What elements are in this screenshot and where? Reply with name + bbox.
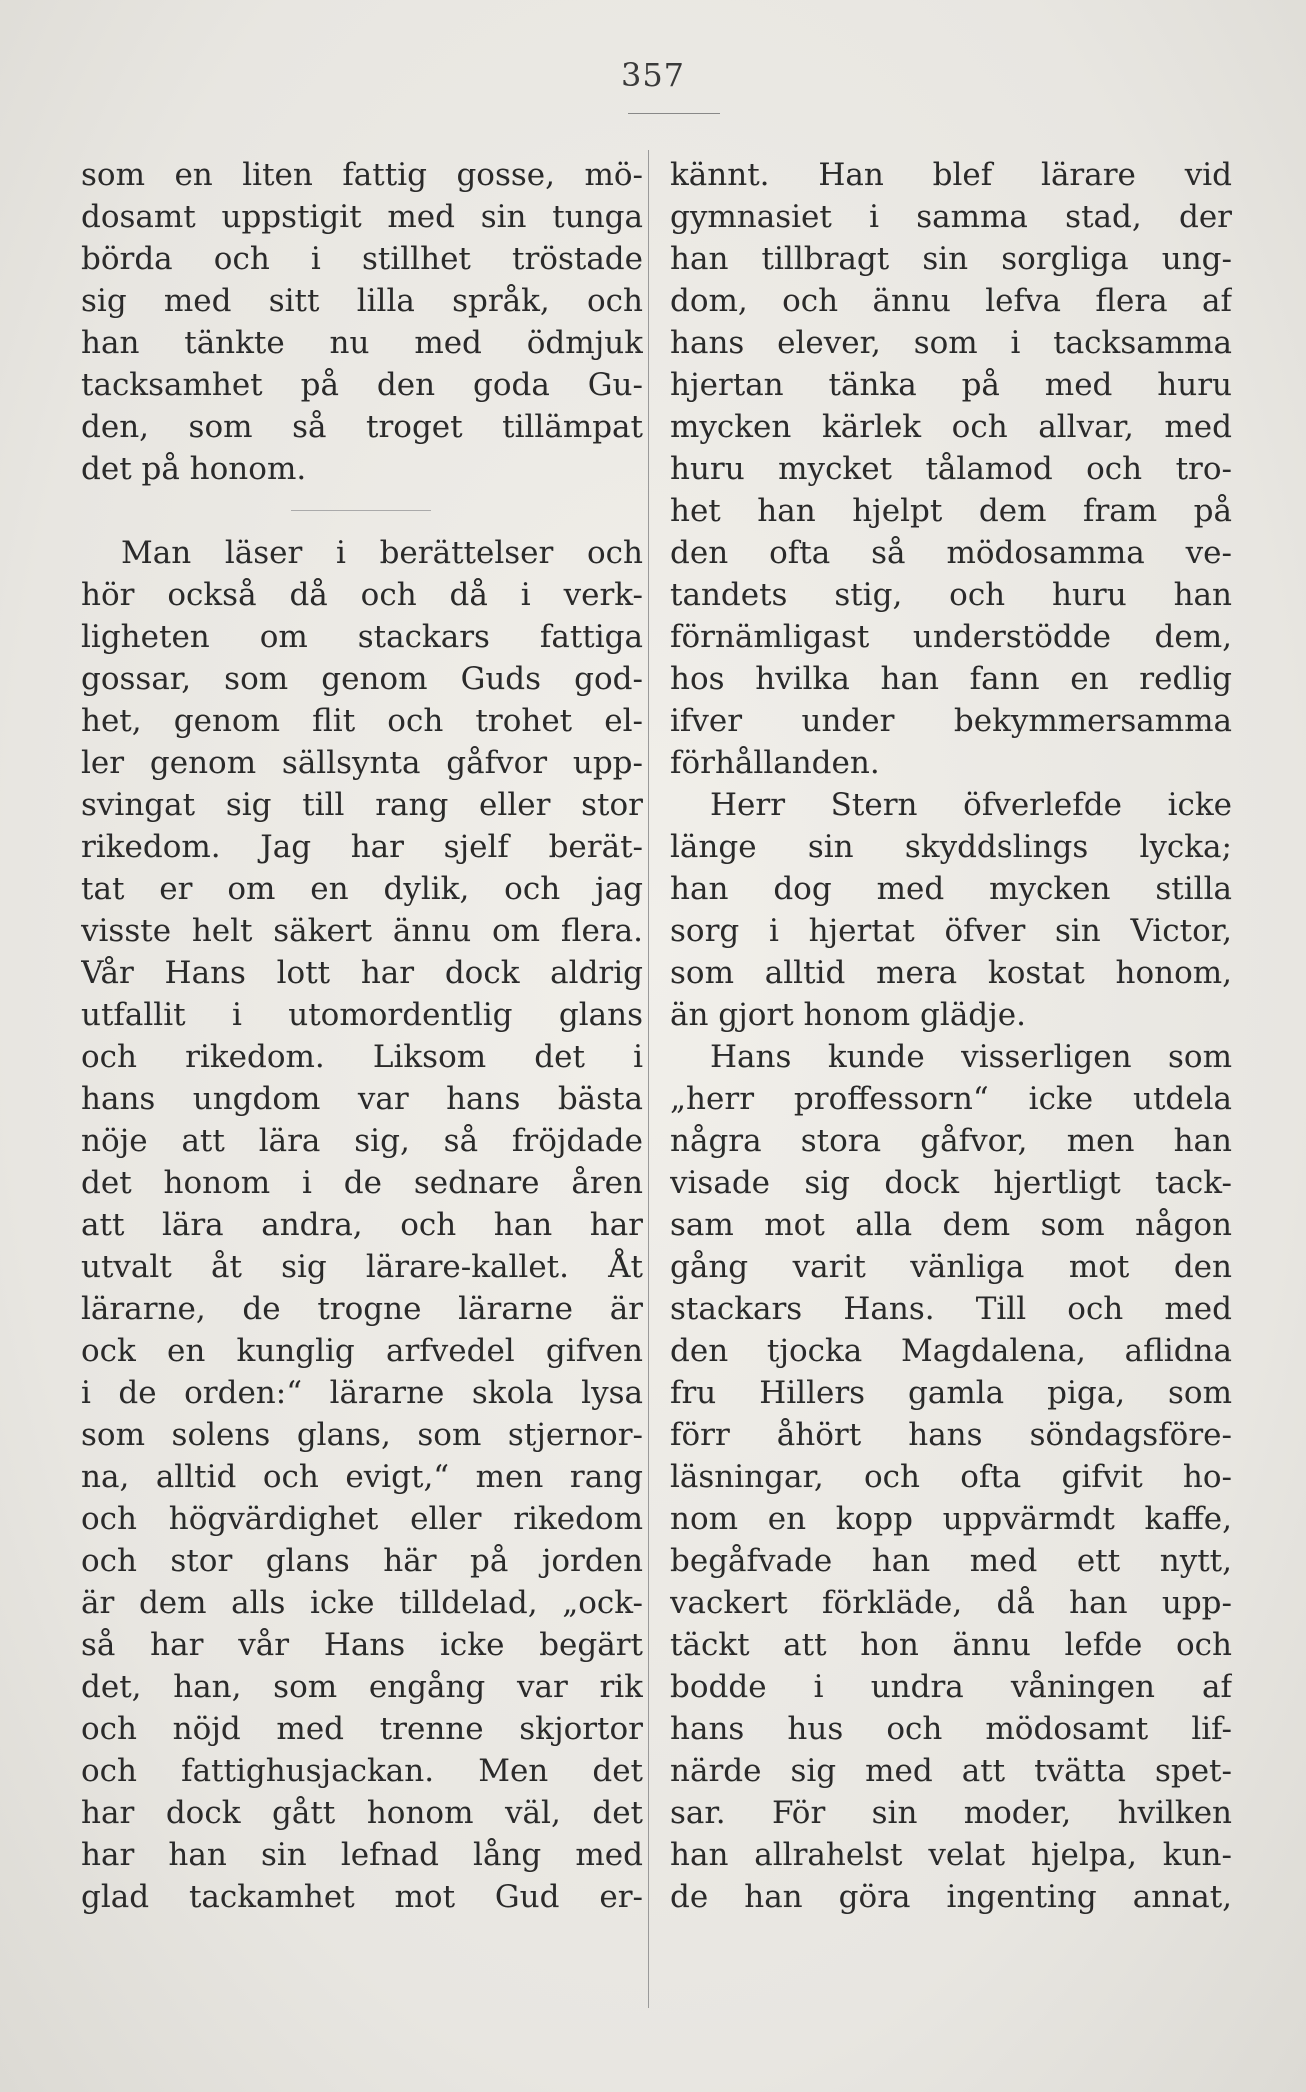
text-line: sorg i hjertat öfver sin Victor, — [670, 913, 1232, 949]
text-line: hans elever, som i tacksamma — [670, 325, 1232, 361]
text-line: de han göra ingenting annat, — [670, 1879, 1232, 1915]
text-line: och stor glans här på jorden — [81, 1543, 643, 1579]
page-number: 357 — [620, 56, 686, 94]
text-line: som solens glans, som stjernor- — [81, 1417, 643, 1453]
text-line: rikedom. Jag har sjelf berät- — [81, 829, 643, 865]
text-line: ler genom sällsynta gåfvor upp- — [81, 745, 643, 781]
text-line: visade sig dock hjertligt tack- — [670, 1165, 1232, 1201]
text-line: Man läser i berättelser och — [121, 535, 643, 571]
text-line: stackars Hans. Till och med — [670, 1291, 1232, 1327]
text-line: och fattighusjackan. Men det — [81, 1753, 643, 1789]
text-line: att lära andra, och han har — [81, 1207, 643, 1243]
text-line: dom, och ännu lefva flera af — [670, 283, 1232, 319]
text-line: ifver under bekymmersamma — [670, 703, 1232, 739]
text-line: gossar, som genom Guds god- — [81, 661, 643, 697]
text-line: han tänkte nu med ödmjuk — [81, 325, 643, 361]
text-line: förr åhört hans söndagsföre- — [670, 1417, 1232, 1453]
text-line: nöje att lära sig, så fröjdade — [81, 1123, 643, 1159]
text-line: det, han, som engång var rik — [81, 1669, 643, 1705]
text-line: tat er om en dylik, och jag — [81, 871, 643, 907]
text-line: sig med sitt lilla språk, och — [81, 283, 643, 319]
text-line: han tillbragt sin sorgliga ung- — [670, 241, 1232, 277]
text-line: lärarne, de trogne lärarne är — [81, 1291, 643, 1327]
text-line: ligheten om stackars fattiga — [81, 619, 643, 655]
text-line: hos hvilka han fann en redlig — [670, 661, 1232, 697]
text-line: glad tackamhet mot Gud er- — [81, 1879, 643, 1915]
text-line: den tjocka Magdalena, aflidna — [670, 1333, 1232, 1369]
text-line: kännt. Han blef lärare vid — [670, 157, 1232, 193]
text-line: och nöjd med trenne skjortor — [81, 1711, 643, 1747]
text-line: nom en kopp uppvärmdt kaffe, — [670, 1501, 1232, 1537]
text-line: som alltid mera kostat honom, — [670, 955, 1232, 991]
text-line: än gjort honom glädje. — [670, 997, 1026, 1033]
text-line: dosamt uppstigit med sin tunga — [81, 199, 643, 235]
text-line: begåfvade han med ett nytt, — [670, 1543, 1232, 1579]
text-line: visste helt säkert ännu om flera. — [81, 913, 643, 949]
text-line: vackert förkläde, då han upp- — [670, 1585, 1232, 1621]
text-line: den, som så troget tillämpat — [81, 409, 643, 445]
text-line: sam mot alla dem som någon — [670, 1207, 1232, 1243]
text-line: Hans kunde visserligen som — [710, 1039, 1232, 1075]
text-line: hans ungdom var hans bästa — [81, 1081, 643, 1117]
text-line: hjertan tänka på med huru — [670, 367, 1232, 403]
text-line: het, genom flit och trohet el- — [81, 703, 643, 739]
text-line: utfallit i utomordentlig glans — [81, 997, 643, 1033]
text-line: förhållanden. — [670, 745, 880, 781]
text-line: tandets stig, och huru han — [670, 577, 1232, 613]
text-line: förnämligast understödde dem, — [670, 619, 1232, 655]
text-line: närde sig med att tvätta spet- — [670, 1753, 1232, 1789]
text-line: huru mycket tålamod och tro- — [670, 451, 1232, 487]
text-line: gymnasiet i samma stad, der — [670, 199, 1232, 235]
text-line: har dock gått honom väl, det — [81, 1795, 643, 1831]
text-line: länge sin skyddslings lycka; — [670, 829, 1232, 865]
text-line: några stora gåfvor, men han — [670, 1123, 1232, 1159]
section-separator — [81, 490, 643, 532]
text-line: den ofta så mödosamma ve- — [670, 535, 1232, 571]
text-line: het han hjelpt dem fram på — [670, 493, 1232, 529]
right-column — [670, 154, 1232, 1918]
text-line: så har vår Hans icke begärt — [81, 1627, 643, 1663]
text-line: han allrahelst velat hjelpa, kun- — [670, 1837, 1232, 1873]
text-line: han dog med mycken stilla — [670, 871, 1232, 907]
text-line: läsningar, och ofta gifvit ho- — [670, 1459, 1232, 1495]
text-line: na, alltid och evigt,“ men rang — [81, 1459, 643, 1495]
text-line: hör också då och då i verk- — [81, 577, 643, 613]
text-line: det på honom. — [81, 451, 307, 487]
text-line: som en liten fattig gosse, mö- — [81, 157, 643, 193]
text-line: svingat sig till rang eller stor — [81, 787, 643, 823]
text-line: utvalt åt sig lärare-kallet. Åt — [81, 1249, 643, 1285]
text-line: fru Hillers gamla piga, som — [670, 1375, 1232, 1411]
text-line: och rikedom. Liksom det i — [81, 1039, 643, 1075]
text-line: mycken kärlek och allvar, med — [670, 409, 1232, 445]
text-line: Vår Hans lott har dock aldrig — [81, 955, 643, 991]
left-column — [81, 154, 643, 1918]
text-line: Herr Stern öfverlefde icke — [710, 787, 1232, 823]
text-line: har han sin lefnad lång med — [81, 1837, 643, 1873]
text-line: börda och i stillhet tröstade — [81, 241, 643, 277]
text-line: ock en kunglig arfvedel gifven — [81, 1333, 643, 1369]
text-line: täckt att hon ännu lefde och — [670, 1627, 1232, 1663]
text-line: bodde i undra våningen af — [670, 1669, 1232, 1705]
text-line: det honom i de sednare åren — [81, 1165, 643, 1201]
text-line: och högvärdighet eller rikedom — [81, 1501, 643, 1537]
column-divider — [648, 150, 649, 2008]
text-line: „herr proffessorn“ icke utdela — [670, 1081, 1232, 1117]
header-rule — [628, 113, 720, 114]
text-line: i de orden:“ lärarne skola lysa — [81, 1375, 643, 1411]
text-line: hans hus och mödosamt lif- — [670, 1711, 1232, 1747]
text-line: gång varit vänliga mot den — [670, 1249, 1232, 1285]
text-line: sar. För sin moder, hvilken — [670, 1795, 1232, 1831]
text-line: tacksamhet på den goda Gu- — [81, 367, 643, 403]
text-line: är dem alls icke tilldelad, „ock- — [81, 1585, 643, 1621]
